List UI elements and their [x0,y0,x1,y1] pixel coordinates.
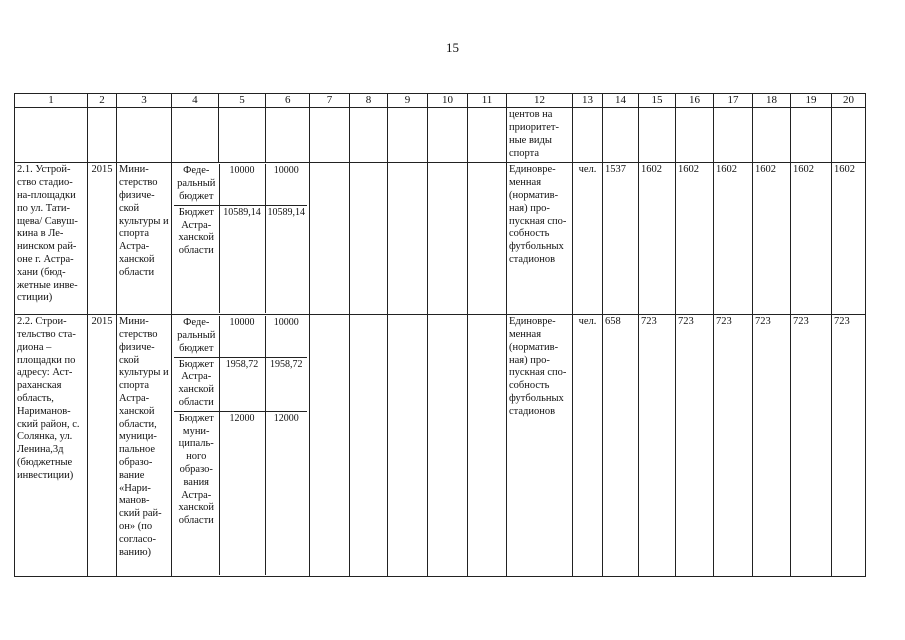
column-header: 19 [791,94,832,108]
funding-source: Феде-ральный бюджет [174,316,219,357]
indicator-value: 723 [639,315,676,577]
indicator-value: 723 [714,315,753,577]
column-header: 11 [468,94,507,108]
indicator-value: 723 [753,315,791,577]
indicator-value: 1602 [676,163,714,315]
year-cell: 2015 [88,315,117,577]
indicator-name: Единовре-менная (норматив-ная) про-пускная спо-собность футбольных стадионов [507,315,573,577]
funding-source: Бюджет муни-ципаль-ного образо-вания Астра-ханской области [174,411,219,575]
indicator-value: 723 [676,315,714,577]
funding-block [172,315,310,577]
column-header: 17 [714,94,753,108]
funding-amount: 10000 [273,317,299,329]
year-cell: 2015 [88,163,117,315]
funding-amount: 10589,14 [265,205,307,313]
column-header: 12 [507,94,573,108]
column-header: 2 [88,94,117,108]
unit-cell: чел. [573,163,603,315]
column-header: 1 [15,94,88,108]
column-header: 4 [172,94,219,108]
continuation-row [15,108,866,163]
funding-subtable [174,316,307,575]
indicator-value: 1537 [603,163,639,315]
column-header: 6 [266,94,310,108]
unit-cell: чел. [573,315,603,577]
funding-amount: 10000 [219,316,265,357]
measure-name: 2.2. Строи-тельство ста-диона – площадки по адресу: Аст-раханская область, Нариманов-ский район, с. Солянка, ул. Ленина,3д (бюджетные инвестиции) [15,315,88,577]
column-header: 15 [639,94,676,108]
measure-name: 2.1. Устрой-ство стадио-на-площадки по ул. Тати-щева/ Савуш-кина в Ле-нинском рай-оне г. Астра-хани (бюд-жетные инве-стиции) [15,163,88,315]
indicator-value: 1602 [791,163,832,315]
column-header: 8 [350,94,388,108]
page-number: 15 [446,40,459,55]
funding-source: Бюджет Астра-ханской области [174,357,219,411]
table-row [15,315,866,577]
indicator-value: 1602 [753,163,791,315]
column-header: 13 [573,94,603,108]
funding-amount: 1958,72 [219,357,265,411]
funding-source: Бюджет Астра-ханской области [174,205,219,313]
column-header: 14 [603,94,639,108]
funding-amount: 10000 [219,164,265,205]
funding-amount: 12000 [219,411,265,575]
funding-amount: 12000 [265,411,307,575]
column-header: 18 [753,94,791,108]
column-header: 5 [218,94,266,108]
indicator-value: 1602 [714,163,753,315]
column-number-row [15,94,866,108]
indicator-value: 658 [603,315,639,577]
indicator-value: 723 [791,315,832,577]
column-header: 16 [676,94,714,108]
indicators-table [14,93,866,577]
funding-block [172,163,310,315]
funding-amount: 1958,72 [265,357,307,411]
indicator-name: Единовре-менная (норматив-ная) про-пускная спо-собность футбольных стадионов [507,163,573,315]
column-header: 7 [310,94,350,108]
funding-amount: 10589,14 [219,205,265,313]
indicator-value: 1602 [639,163,676,315]
column-header: 10 [428,94,468,108]
funding-amount: 10000 [273,165,299,177]
column-header: 9 [388,94,428,108]
executor-cell: Мини-стерство физиче-ской культуры и спорта Астра-ханской области, муници-пальное образо-вание «Нари-манов-ский рай-он» (по согласо-ванию) [117,315,172,577]
funding-source: Феде-ральный бюджет [174,164,219,205]
indicator-value: 723 [832,315,866,577]
column-header: 20 [832,94,866,108]
table-row [15,163,866,315]
funding-subtable [174,164,307,313]
column-header: 3 [117,94,172,108]
indicator-value: 1602 [832,163,866,315]
indicator-continuation: центов на приоритет-ные виды спорта [507,108,573,163]
executor-cell: Мини-стерство физиче-ской культуры и спорта Астра-ханской области [117,163,172,315]
